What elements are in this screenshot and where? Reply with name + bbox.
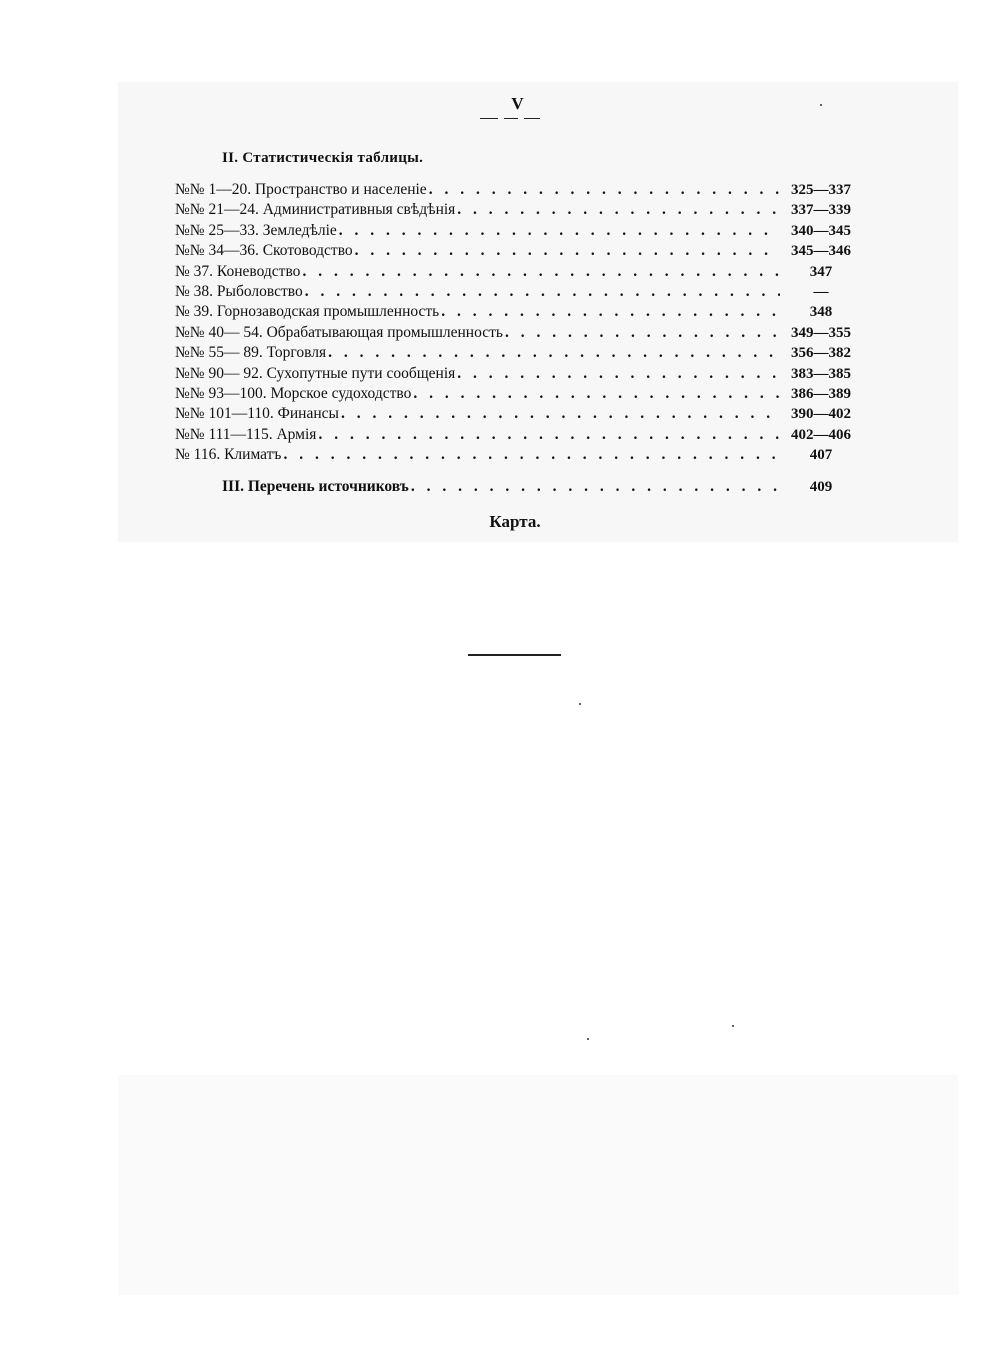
toc-entry-label: №№ 25—33. Земледѣліе — [175, 221, 337, 239]
map-heading: Карта. — [489, 512, 541, 531]
toc-entry-pages: — — [813, 283, 829, 300]
dot-leader — [457, 364, 780, 384]
toc-entry — [175, 323, 860, 343]
toc-entry-pages: 347 — [809, 263, 833, 280]
toc-entry-pages: 356—382 — [791, 345, 851, 362]
toc-entry-label: №№ 101—110. Финансы — [175, 405, 339, 423]
scan-speck — [587, 1038, 589, 1040]
page-number — [478, 94, 558, 114]
toc-entry-pages: 348 — [809, 304, 833, 321]
toc-entry — [175, 404, 860, 424]
page-number-dash — [504, 118, 518, 119]
closing-rule — [468, 654, 561, 656]
dot-leader — [411, 478, 780, 496]
section-heading: II. Статистическія таблицы. — [222, 150, 424, 166]
toc-entry-pages: 325—337 — [791, 182, 851, 198]
toc-entry-label: № 38. Рыболовство — [175, 282, 303, 300]
toc-entry-pages: 337—339 — [791, 202, 851, 219]
toc-entry — [175, 302, 860, 322]
sources-label: III. Перечень источниковъ — [222, 478, 409, 495]
page-number-dash — [480, 118, 498, 119]
dot-leader — [318, 425, 780, 445]
dot-leader — [341, 404, 780, 424]
dot-leader — [413, 384, 780, 404]
toc-entry-label: №№ 111—115. Армія — [175, 425, 317, 443]
dot-leader — [283, 445, 780, 465]
page-number-text: V — [511, 94, 525, 113]
dot-leader — [429, 180, 780, 200]
dot-leader — [305, 282, 780, 302]
scan-tint-bottom — [118, 1075, 958, 1295]
toc-entry-label: №№ 40— 54. Обрабатывающая промышленность — [175, 323, 503, 341]
dot-leader — [505, 323, 780, 343]
page-number-dash — [524, 118, 540, 119]
toc-entry — [175, 282, 860, 302]
toc-entry — [175, 221, 860, 241]
toc-entry — [175, 180, 860, 200]
toc-entry — [175, 445, 860, 465]
sources-entry — [222, 478, 860, 496]
sources-pages: 409 — [809, 479, 833, 495]
scan-speck — [579, 703, 581, 705]
toc-entry-label: №№ 55— 89. Торговля — [175, 344, 327, 362]
toc-entry-label: №№ 90— 92. Сухопутные пути сообщенія — [175, 364, 456, 382]
toc-entry — [175, 384, 860, 404]
toc-entry — [175, 343, 860, 363]
scan-speck — [732, 1025, 734, 1027]
toc-entry — [175, 241, 860, 261]
toc-entry-pages: 390—402 — [791, 406, 851, 423]
scan-speck — [820, 104, 822, 106]
toc-entry-label: №№ 1—20. Пространство и населеніе — [175, 181, 427, 198]
dot-leader — [355, 241, 780, 261]
toc-entry — [175, 425, 860, 445]
toc-entry-pages: 383—385 — [791, 365, 851, 382]
toc-entry — [175, 262, 860, 282]
table-of-contents — [175, 180, 860, 465]
toc-entry-label: № 116. Климатъ — [175, 446, 282, 464]
dot-leader — [339, 221, 780, 241]
toc-entry-label: № 39. Горнозаводская промышленность — [175, 303, 440, 321]
dot-leader — [457, 200, 780, 220]
toc-entry-pages: 340—345 — [791, 222, 851, 239]
toc-entry-label: № 37. Коневодство — [175, 262, 301, 280]
toc-entry — [175, 364, 860, 384]
dot-leader — [328, 343, 780, 363]
toc-entry-label: №№ 21—24. Административныя свѣдѣнія — [175, 201, 456, 219]
toc-entry-pages: 402—406 — [791, 426, 851, 443]
toc-entry-label: №№ 93—100. Морское судоходство — [175, 384, 412, 402]
dot-leader — [441, 302, 780, 322]
toc-entry-pages: 349—355 — [791, 324, 851, 341]
toc-entry-label: №№ 34—36. Скотоводство — [175, 242, 353, 260]
toc-entry-pages: 386—389 — [791, 385, 851, 402]
dot-leader — [302, 262, 780, 282]
toc-entry — [175, 200, 860, 220]
toc-entry-pages: 345—346 — [791, 243, 851, 260]
toc-entry-pages: 407 — [809, 447, 833, 464]
